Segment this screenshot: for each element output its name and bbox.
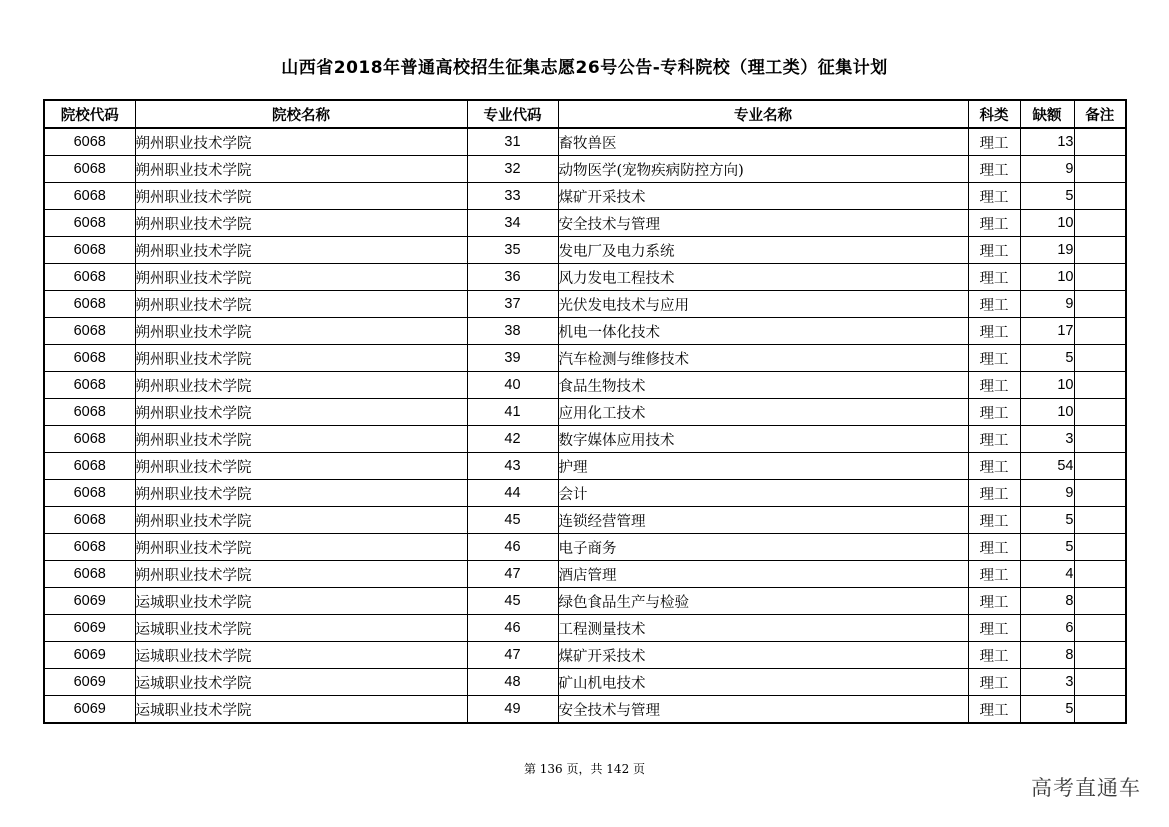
- cell-category: 理工: [968, 264, 1020, 291]
- cell-major-code: 35: [467, 237, 558, 264]
- table-row: [44, 264, 1126, 291]
- cell-notes: [1074, 561, 1126, 588]
- cell-school-name: 朔州职业技术学院: [135, 183, 467, 210]
- cell-vacancies: 10: [1020, 399, 1074, 426]
- table-row: [44, 426, 1126, 453]
- cell-school-code: 6068: [44, 426, 135, 453]
- cell-major-code: 43: [467, 453, 558, 480]
- cell-notes: [1074, 426, 1126, 453]
- cell-category: 理工: [968, 426, 1020, 453]
- cell-category: 理工: [968, 480, 1020, 507]
- table-row: [44, 318, 1126, 345]
- cell-notes: [1074, 318, 1126, 345]
- cell-major-name: 电子商务: [558, 534, 968, 561]
- table-row: [44, 696, 1126, 724]
- cell-school-code: 6068: [44, 210, 135, 237]
- cell-major-code: 34: [467, 210, 558, 237]
- cell-vacancies: 3: [1020, 669, 1074, 696]
- cell-vacancies: 10: [1020, 372, 1074, 399]
- cell-notes: [1074, 507, 1126, 534]
- table-row: [44, 507, 1126, 534]
- cell-school-code: 6068: [44, 237, 135, 264]
- enrollment-plan-table: [43, 99, 1127, 724]
- cell-vacancies: 5: [1020, 507, 1074, 534]
- cell-school-code: 6069: [44, 642, 135, 669]
- header-school-name: 院校名称: [135, 100, 467, 128]
- cell-category: 理工: [968, 588, 1020, 615]
- table-row: [44, 642, 1126, 669]
- cell-notes: [1074, 183, 1126, 210]
- cell-category: 理工: [968, 156, 1020, 183]
- cell-vacancies: 19: [1020, 237, 1074, 264]
- cell-vacancies: 5: [1020, 345, 1074, 372]
- cell-major-code: 44: [467, 480, 558, 507]
- cell-notes: [1074, 210, 1126, 237]
- table-row: [44, 210, 1126, 237]
- cell-school-name: 朔州职业技术学院: [135, 507, 467, 534]
- cell-school-name: 朔州职业技术学院: [135, 372, 467, 399]
- cell-category: 理工: [968, 669, 1020, 696]
- cell-category: 理工: [968, 372, 1020, 399]
- cell-category: 理工: [968, 291, 1020, 318]
- cell-vacancies: 8: [1020, 588, 1074, 615]
- cell-major-code: 32: [467, 156, 558, 183]
- cell-school-name: 运城职业技术学院: [135, 588, 467, 615]
- header-category: 科类: [968, 100, 1020, 128]
- cell-major-name: 应用化工技术: [558, 399, 968, 426]
- cell-major-name: 数字媒体应用技术: [558, 426, 968, 453]
- cell-major-name: 光伏发电技术与应用: [558, 291, 968, 318]
- cell-major-name: 安全技术与管理: [558, 210, 968, 237]
- table-body: [44, 128, 1126, 723]
- cell-vacancies: 10: [1020, 210, 1074, 237]
- table-row: [44, 615, 1126, 642]
- table-row: [44, 345, 1126, 372]
- cell-school-code: 6068: [44, 534, 135, 561]
- cell-school-code: 6068: [44, 453, 135, 480]
- cell-major-code: 42: [467, 426, 558, 453]
- cell-major-name: 汽车检测与维修技术: [558, 345, 968, 372]
- cell-vacancies: 4: [1020, 561, 1074, 588]
- cell-notes: [1074, 696, 1126, 724]
- cell-major-name: 连锁经营管理: [558, 507, 968, 534]
- cell-vacancies: 6: [1020, 615, 1074, 642]
- cell-vacancies: 9: [1020, 156, 1074, 183]
- cell-major-code: 41: [467, 399, 558, 426]
- cell-school-name: 朔州职业技术学院: [135, 480, 467, 507]
- cell-school-name: 朔州职业技术学院: [135, 156, 467, 183]
- cell-major-name: 畜牧兽医: [558, 128, 968, 156]
- cell-school-code: 6068: [44, 561, 135, 588]
- cell-major-code: 33: [467, 183, 558, 210]
- cell-category: 理工: [968, 642, 1020, 669]
- cell-vacancies: 13: [1020, 128, 1074, 156]
- cell-major-name: 矿山机电技术: [558, 669, 968, 696]
- table-row: [44, 156, 1126, 183]
- cell-school-code: 6068: [44, 399, 135, 426]
- cell-vacancies: 5: [1020, 183, 1074, 210]
- cell-major-code: 45: [467, 507, 558, 534]
- cell-major-name: 护理: [558, 453, 968, 480]
- cell-school-code: 6069: [44, 615, 135, 642]
- cell-school-code: 6068: [44, 480, 135, 507]
- table-row: [44, 372, 1126, 399]
- table-row: [44, 534, 1126, 561]
- cell-school-name: 朔州职业技术学院: [135, 534, 467, 561]
- cell-notes: [1074, 453, 1126, 480]
- cell-major-name: 机电一体化技术: [558, 318, 968, 345]
- cell-school-name: 朔州职业技术学院: [135, 264, 467, 291]
- cell-category: 理工: [968, 237, 1020, 264]
- cell-school-name: 运城职业技术学院: [135, 669, 467, 696]
- header-major-name: 专业名称: [558, 100, 968, 128]
- cell-school-code: 6069: [44, 588, 135, 615]
- cell-notes: [1074, 534, 1126, 561]
- cell-school-name: 运城职业技术学院: [135, 615, 467, 642]
- header-school-code: 院校代码: [44, 100, 135, 128]
- table-row: [44, 480, 1126, 507]
- cell-school-code: 6068: [44, 264, 135, 291]
- cell-category: 理工: [968, 318, 1020, 345]
- cell-notes: [1074, 264, 1126, 291]
- cell-category: 理工: [968, 399, 1020, 426]
- cell-notes: [1074, 399, 1126, 426]
- cell-school-code: 6069: [44, 696, 135, 724]
- cell-school-code: 6068: [44, 345, 135, 372]
- cell-major-code: 31: [467, 128, 558, 156]
- cell-vacancies: 54: [1020, 453, 1074, 480]
- cell-notes: [1074, 642, 1126, 669]
- cell-school-name: 运城职业技术学院: [135, 696, 467, 724]
- cell-major-name: 工程测量技术: [558, 615, 968, 642]
- cell-school-code: 6068: [44, 291, 135, 318]
- cell-major-name: 风力发电工程技术: [558, 264, 968, 291]
- cell-notes: [1074, 156, 1126, 183]
- page-number: 第 136 页，共 142 页: [523, 762, 646, 776]
- cell-school-name: 朔州职业技术学院: [135, 453, 467, 480]
- cell-major-code: 47: [467, 561, 558, 588]
- cell-notes: [1074, 345, 1126, 372]
- cell-major-code: 46: [467, 615, 558, 642]
- cell-category: 理工: [968, 507, 1020, 534]
- cell-school-code: 6068: [44, 507, 135, 534]
- cell-school-name: 朔州职业技术学院: [135, 399, 467, 426]
- cell-vacancies: 9: [1020, 480, 1074, 507]
- cell-major-code: 47: [467, 642, 558, 669]
- cell-school-code: 6068: [44, 318, 135, 345]
- cell-school-code: 6068: [44, 128, 135, 156]
- cell-major-code: 37: [467, 291, 558, 318]
- cell-notes: [1074, 237, 1126, 264]
- cell-notes: [1074, 128, 1126, 156]
- cell-vacancies: 10: [1020, 264, 1074, 291]
- table-header-row: [44, 100, 1126, 128]
- cell-category: 理工: [968, 615, 1020, 642]
- page-title: 山西省2018年普通高校招生征集志愿26号公告-专科院校（理工类）征集计划: [281, 58, 888, 78]
- cell-school-name: 朔州职业技术学院: [135, 561, 467, 588]
- cell-major-code: 45: [467, 588, 558, 615]
- cell-school-code: 6069: [44, 669, 135, 696]
- cell-category: 理工: [968, 345, 1020, 372]
- header-major-code: 专业代码: [467, 100, 558, 128]
- table-row: [44, 453, 1126, 480]
- cell-vacancies: 8: [1020, 642, 1074, 669]
- cell-major-name: 绿色食品生产与检验: [558, 588, 968, 615]
- cell-major-name: 煤矿开采技术: [558, 642, 968, 669]
- cell-major-code: 38: [467, 318, 558, 345]
- cell-major-name: 会计: [558, 480, 968, 507]
- cell-major-name: 食品生物技术: [558, 372, 968, 399]
- cell-school-code: 6068: [44, 156, 135, 183]
- table-row: [44, 183, 1126, 210]
- cell-major-code: 40: [467, 372, 558, 399]
- cell-major-code: 49: [467, 696, 558, 724]
- header-vacancies: 缺额: [1020, 100, 1074, 128]
- cell-notes: [1074, 588, 1126, 615]
- cell-major-name: 安全技术与管理: [558, 696, 968, 724]
- table-row: [44, 291, 1126, 318]
- cell-category: 理工: [968, 453, 1020, 480]
- cell-school-name: 朔州职业技术学院: [135, 210, 467, 237]
- cell-major-code: 48: [467, 669, 558, 696]
- cell-notes: [1074, 372, 1126, 399]
- cell-notes: [1074, 480, 1126, 507]
- header-notes: 备注: [1074, 100, 1126, 128]
- cell-category: 理工: [968, 210, 1020, 237]
- cell-major-code: 46: [467, 534, 558, 561]
- cell-notes: [1074, 291, 1126, 318]
- table-row: [44, 561, 1126, 588]
- cell-vacancies: 3: [1020, 426, 1074, 453]
- cell-vacancies: 5: [1020, 534, 1074, 561]
- cell-notes: [1074, 669, 1126, 696]
- cell-school-name: 朔州职业技术学院: [135, 345, 467, 372]
- watermark-text: 高考直通车: [1031, 776, 1141, 800]
- cell-category: 理工: [968, 561, 1020, 588]
- cell-major-name: 酒店管理: [558, 561, 968, 588]
- cell-school-name: 运城职业技术学院: [135, 642, 467, 669]
- cell-major-name: 动物医学(宠物疾病防控方向): [558, 156, 968, 183]
- cell-category: 理工: [968, 183, 1020, 210]
- table-row: [44, 588, 1126, 615]
- cell-school-name: 朔州职业技术学院: [135, 318, 467, 345]
- cell-category: 理工: [968, 128, 1020, 156]
- cell-category: 理工: [968, 696, 1020, 724]
- cell-major-code: 36: [467, 264, 558, 291]
- cell-school-name: 朔州职业技术学院: [135, 291, 467, 318]
- cell-school-name: 朔州职业技术学院: [135, 237, 467, 264]
- cell-vacancies: 5: [1020, 696, 1074, 724]
- cell-major-name: 煤矿开采技术: [558, 183, 968, 210]
- table-row: [44, 399, 1126, 426]
- cell-school-code: 6068: [44, 183, 135, 210]
- cell-major-name: 发电厂及电力系统: [558, 237, 968, 264]
- cell-major-code: 39: [467, 345, 558, 372]
- cell-vacancies: 9: [1020, 291, 1074, 318]
- cell-notes: [1074, 615, 1126, 642]
- table-row: [44, 128, 1126, 156]
- table-row: [44, 669, 1126, 696]
- cell-category: 理工: [968, 534, 1020, 561]
- cell-school-name: 朔州职业技术学院: [135, 426, 467, 453]
- table-row: [44, 237, 1126, 264]
- cell-school-name: 朔州职业技术学院: [135, 128, 467, 156]
- cell-vacancies: 17: [1020, 318, 1074, 345]
- cell-school-code: 6068: [44, 372, 135, 399]
